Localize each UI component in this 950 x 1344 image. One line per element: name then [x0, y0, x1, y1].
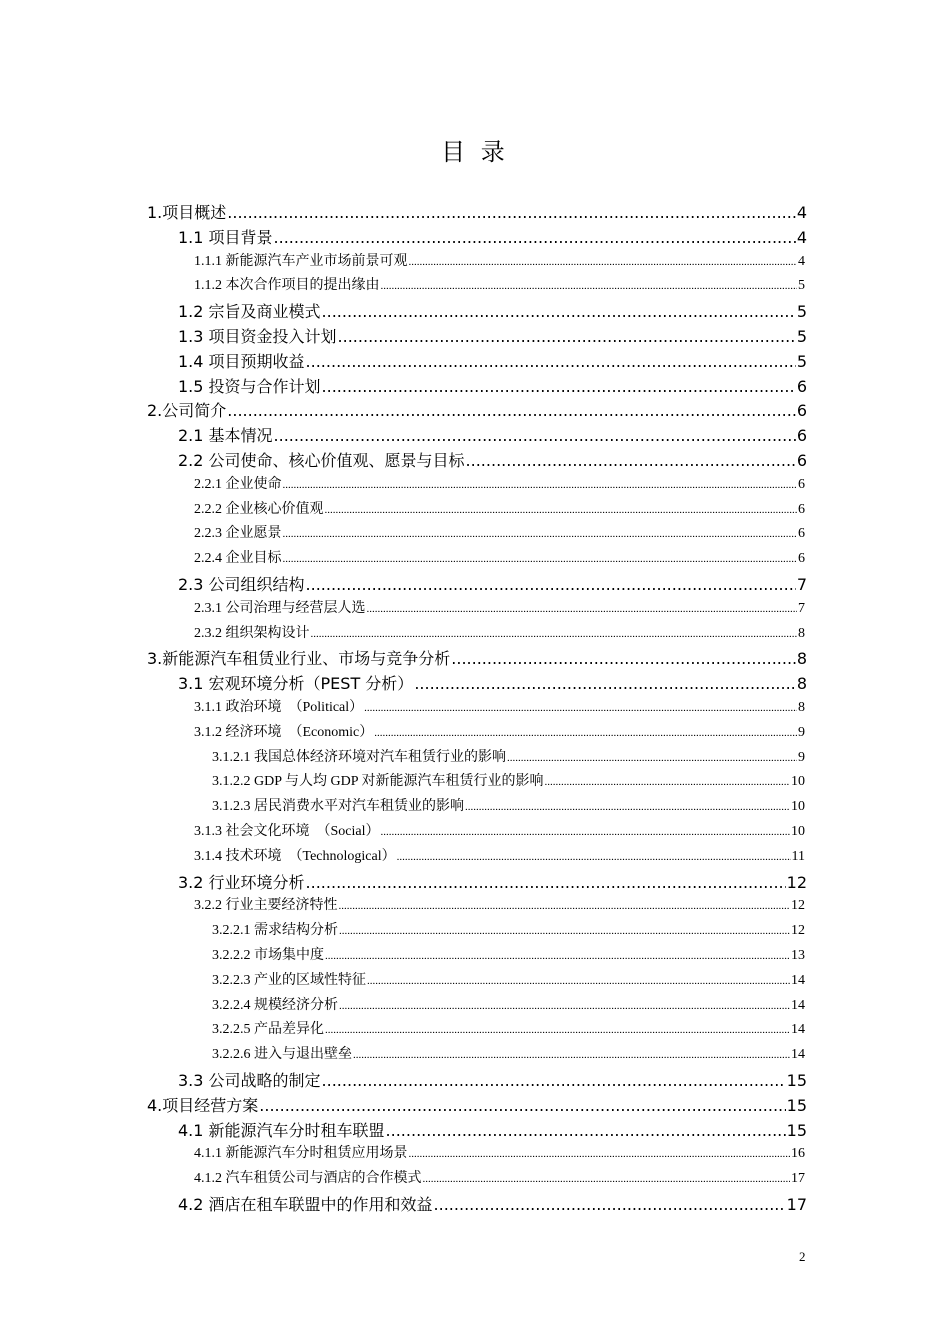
toc-leader-dots: [325, 504, 798, 516]
toc-entry-page: 7: [796, 575, 807, 594]
toc-entry[interactable]: [212, 1018, 805, 1038]
toc-entry-page: 15: [786, 1071, 807, 1090]
toc-leader-dots: [338, 327, 796, 346]
toc-entry[interactable]: [194, 622, 805, 642]
toc-entry[interactable]: [178, 324, 807, 347]
toc-leader-dots: [227, 401, 796, 420]
toc-entry-title: 1.2 宗旨及商业模式: [178, 302, 321, 322]
toc-leader-dots: [283, 553, 798, 565]
toc-entry-page: 5: [798, 278, 805, 294]
toc-entry-title: 3.2.2.6 进入与退出壁垒: [212, 1047, 352, 1063]
toc-entry[interactable]: [212, 944, 805, 964]
toc-entry-page: 8: [798, 625, 805, 641]
toc-leader-dots: [386, 1121, 786, 1140]
toc-entry-title: 3.1.1 政治环境 （Political）: [194, 700, 364, 715]
toc-leader-dots: [374, 727, 797, 739]
toc-entry-title: 2.2.1 企业使命: [194, 476, 282, 492]
toc-leader-dots: [381, 280, 798, 292]
toc-entry-page: 12: [791, 898, 805, 914]
toc-entry[interactable]: [178, 572, 807, 595]
toc-entry-page: 8: [796, 674, 807, 694]
toc-leader-dots: [544, 776, 790, 788]
toc-entry-title: 2.公司简介: [147, 401, 227, 421]
toc-entry[interactable]: [147, 1093, 807, 1116]
toc-entry[interactable]: [212, 1043, 805, 1063]
toc-leader-dots: [325, 1024, 790, 1036]
toc-entry-page: 15: [786, 1095, 807, 1115]
toc-entry[interactable]: [194, 274, 805, 294]
toc-entry[interactable]: [178, 1118, 807, 1141]
toc-entry[interactable]: [147, 200, 807, 223]
toc-entry-page: 14: [791, 1047, 805, 1063]
toc-entry-title: 3.新能源汽车租赁业行业、市场与竞争分析: [147, 649, 451, 669]
toc-leader-dots: [306, 352, 796, 371]
toc-entry-title: 3.2 行业环境分析: [178, 872, 305, 892]
toc-leader-dots: [311, 628, 798, 640]
toc-entry-page: 5: [796, 302, 807, 322]
toc-entry-page: 15: [786, 1120, 807, 1140]
toc-leader-dots: [367, 603, 798, 615]
toc-entry-page: 11: [791, 848, 805, 864]
toc-entry[interactable]: [194, 1142, 805, 1162]
toc-entry-title: 2.1 基本情况: [178, 426, 273, 446]
toc-entry-page: 6: [798, 551, 805, 567]
toc-entry[interactable]: [178, 1068, 807, 1091]
toc-entry-title: 2.3.2 组织架构设计: [194, 625, 310, 641]
toc-leader-dots: [466, 451, 796, 470]
toc-entry-title: 2.3.1 公司治理与经营层人选: [194, 600, 366, 616]
toc-leader-dots: [339, 1000, 790, 1012]
toc-leader-dots: [339, 925, 790, 937]
toc-entry[interactable]: [178, 870, 807, 893]
toc-entry-title: 4.项目经营方案: [147, 1095, 259, 1115]
toc-entry[interactable]: [194, 498, 805, 518]
toc-entry[interactable]: [212, 746, 805, 766]
toc-entry-title: 2.2 公司使命、核心价值观、愿景与目标: [178, 451, 465, 470]
toc-entry-title: 1.1 项目背景: [178, 227, 273, 247]
toc-leader-dots: [381, 826, 791, 838]
toc-leader-dots: [306, 873, 786, 892]
toc-entry[interactable]: [194, 547, 805, 567]
toc-entry-title: 1.4 项目预期收益: [178, 351, 305, 371]
toc-entry[interactable]: [212, 969, 805, 989]
toc-entry[interactable]: [194, 696, 805, 716]
toc-entry-page: 9: [798, 749, 805, 765]
toc-entry-title: 3.2.2.5 产品差异化: [212, 1022, 324, 1038]
toc-entry[interactable]: [178, 1192, 807, 1215]
toc-entry-page: 6: [796, 426, 807, 446]
toc-entry-page: 14: [791, 972, 805, 988]
toc-entry[interactable]: [212, 770, 805, 790]
toc-leader-dots: [397, 851, 791, 863]
toc-leader-dots: [367, 975, 790, 987]
toc-entry-title: 3.2.2.1 需求结构分析: [212, 923, 338, 939]
toc-entry-title: 1.1.1 新能源汽车产业市场前景可观: [194, 253, 408, 269]
toc-entry-page: 17: [786, 1195, 807, 1214]
toc-entry-title: 3.2.2.3 产业的区域性特征: [212, 972, 366, 988]
toc-entry-title: 2.2.2 企业核心价值观: [194, 501, 324, 517]
toc-entry-page: 10: [791, 774, 805, 790]
toc-entry-page: 6: [798, 501, 805, 517]
toc-leader-dots: [434, 1195, 786, 1214]
toc-entry-title: 3.2.2.4 规模经济分析: [212, 997, 338, 1013]
page-title: 目 录: [441, 138, 509, 166]
toc-entry[interactable]: [178, 349, 807, 372]
toc-entry[interactable]: [212, 994, 805, 1014]
toc-entry-title: 1.5 投资与合作计划: [178, 376, 321, 396]
toc-leader-dots: [353, 1049, 790, 1061]
page-number: 2: [799, 1249, 806, 1264]
toc-leader-dots: [507, 752, 797, 764]
toc-entry-page: 5: [796, 351, 807, 371]
toc-entry[interactable]: [212, 919, 805, 939]
toc-leader-dots: [274, 426, 796, 445]
toc-entry-title: 3.1 宏观环境分析（PEST 分析）: [178, 674, 414, 694]
toc-entry[interactable]: [178, 374, 807, 397]
toc-leader-dots: [325, 950, 790, 962]
toc-entry-page: 8: [796, 649, 807, 669]
toc-leader-dots: [322, 302, 796, 321]
toc-entry-title: 2.2.4 企业目标: [194, 551, 282, 567]
toc-entry-page: 10: [791, 799, 805, 815]
toc-leader-dots: [339, 900, 791, 912]
toc-entry-title: 4.1 新能源汽车分时租车联盟: [178, 1120, 385, 1140]
toc-entry-title: 4.1.1 新能源汽车分时租赁应用场景: [194, 1146, 408, 1162]
toc-entry-page: 12: [786, 872, 807, 892]
toc-entry[interactable]: [194, 894, 805, 914]
toc-leader-dots: [283, 528, 798, 540]
toc-entry-title: 1.1.2 本次合作项目的提出缘由: [194, 278, 380, 294]
toc-entry-page: 8: [798, 700, 805, 715]
toc-entry-page: 4: [798, 253, 805, 269]
toc-entry-title: 3.1.4 技术环境 （Technological）: [194, 848, 396, 864]
toc-entry-title: 3.2.2.2 市场集中度: [212, 948, 324, 963]
toc-entry[interactable]: [178, 225, 807, 248]
toc-entry[interactable]: [178, 448, 807, 471]
toc-entry-page: 6: [796, 401, 807, 421]
toc-entry-page: 14: [791, 1022, 805, 1038]
toc-leader-dots: [364, 702, 797, 714]
toc-entry-page: 14: [791, 997, 805, 1013]
toc-entry-title: 3.1.2 经济环境 （Economic）: [194, 724, 374, 740]
toc-leader-dots: [414, 674, 796, 693]
toc-entry-page: 4: [796, 227, 807, 247]
toc-entry-title: 3.2.2 行业主要经济特性: [194, 898, 338, 914]
toc-entry[interactable]: [194, 522, 805, 542]
toc-entry[interactable]: [212, 795, 805, 815]
toc-entry[interactable]: [194, 820, 805, 840]
toc-entry[interactable]: [194, 845, 805, 865]
toc-entry-page: 7: [798, 600, 805, 616]
toc-leader-dots: [274, 228, 796, 247]
toc-entry[interactable]: [194, 721, 805, 741]
toc-entry-page: 16: [791, 1146, 805, 1162]
toc-leader-dots: [423, 1173, 791, 1185]
toc-leader-dots: [259, 1096, 785, 1115]
toc-leader-dots: [465, 801, 790, 813]
toc-entry-page: 6: [798, 476, 805, 492]
toc-leader-dots: [322, 377, 796, 396]
toc-entry-title: 4.1.2 汽车租赁公司与酒店的合作模式: [194, 1171, 422, 1187]
toc-entry[interactable]: [147, 646, 807, 669]
toc-entry-title: 1.3 项目资金投入计划: [178, 327, 337, 346]
toc-entry-page: 6: [796, 451, 807, 470]
toc-entry-page: 5: [796, 327, 807, 346]
toc-entry-page: 9: [798, 724, 805, 740]
toc-entry[interactable]: [147, 398, 807, 421]
toc-entry[interactable]: [178, 671, 807, 694]
toc-leader-dots: [322, 1071, 786, 1090]
toc-leader-dots: [409, 1148, 791, 1160]
toc-entry[interactable]: [194, 597, 805, 617]
toc-entry-title: 1.项目概述: [147, 203, 227, 222]
toc-entry[interactable]: [194, 473, 805, 493]
toc-entry-page: 4: [796, 203, 807, 222]
toc-entry-title: 3.1.3 社会文化环境 （Social）: [194, 824, 380, 839]
toc-entry-title: 3.1.2.1 我国总体经济环境对汽车租赁行业的影响: [212, 749, 506, 765]
toc-leader-dots: [283, 479, 798, 491]
toc-entry-page: 12: [791, 923, 805, 939]
toc-leader-dots: [227, 203, 796, 222]
toc-leader-dots: [409, 256, 798, 268]
toc-entry-title: 2.3 公司组织结构: [178, 575, 305, 594]
toc-entry[interactable]: [194, 250, 805, 270]
toc-entry[interactable]: [178, 423, 807, 446]
toc-entry[interactable]: [178, 299, 807, 322]
toc-entry-title: 4.2 酒店在租车联盟中的作用和效益: [178, 1195, 433, 1214]
toc-entry-page: 6: [796, 376, 807, 396]
toc-entry-page: 17: [791, 1171, 805, 1187]
toc-entry[interactable]: [194, 1167, 805, 1187]
toc-entry-title: 3.1.2.3 居民消费水平对汽车租赁业的影响: [212, 799, 464, 815]
toc-leader-dots: [306, 575, 796, 594]
toc-entry-title: 3.3 公司战略的制定: [178, 1071, 321, 1090]
toc-entry-page: 6: [798, 526, 805, 542]
toc-entry-page: 10: [791, 824, 805, 839]
toc-leader-dots: [451, 649, 796, 668]
toc-entry-title: 3.1.2.2 GDP 与人均 GDP 对新能源汽车租赁行业的影响: [212, 774, 544, 790]
toc-entry-title: 2.2.3 企业愿景: [194, 526, 282, 542]
toc-entry-page: 13: [791, 948, 805, 963]
